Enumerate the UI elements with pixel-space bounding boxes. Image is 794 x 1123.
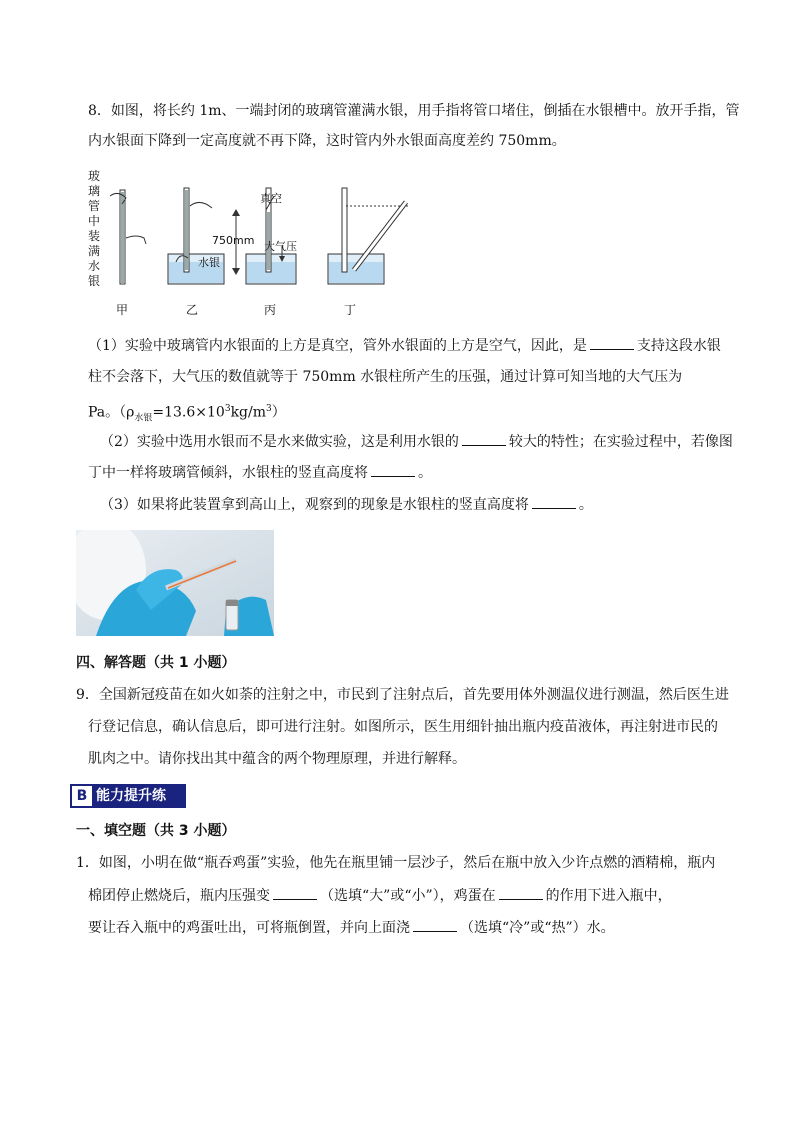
- answer-blank[interactable]: [499, 885, 543, 900]
- q1-line3: 要让吞入瓶中的鸡蛋吐出，可将瓶倒置，并向上面浇 （选填“冷”或“热”）水。: [88, 917, 615, 938]
- section-b-banner: [70, 784, 186, 808]
- q1-line2: 棉团停止燃烧后，瓶内压强变 （选填“大”或“小”），鸡蛋在 的作用下进入瓶中，: [88, 885, 672, 906]
- answer-blank[interactable]: [590, 335, 634, 350]
- label-ding: 丁: [344, 303, 357, 317]
- vertical-label: [88, 168, 100, 288]
- q8-sub2-line2: 丁中一样将玻璃管倾斜，水银柱的竖直高度将 。: [88, 462, 432, 483]
- char-1: 璃: [88, 184, 101, 198]
- tube-jia: [110, 190, 146, 284]
- char-0: 玻: [88, 169, 101, 183]
- section-letter: B: [72, 786, 92, 806]
- q8-sub1-line1: （1）实验中玻璃管内水银面的上方是真空，管外水银面的上方是空气，因此，是 支持这段水银: [88, 335, 721, 356]
- q8-line2: 内水银面下降到一定高度就不再下降，这时管内外水银面高度差约 750mm。: [88, 133, 566, 149]
- label-bing: 丙: [264, 303, 277, 317]
- char-7: 银: [88, 274, 101, 288]
- answer-blank[interactable]: [371, 462, 415, 477]
- torricelli-figure: [84, 166, 424, 326]
- section4-heading: 四、解答题（共 1 小题）: [76, 655, 236, 671]
- label-750: 750mm: [212, 234, 255, 247]
- section-title: 能力提升练: [96, 788, 166, 804]
- label-yi: 乙: [186, 303, 199, 317]
- char-2: 管: [88, 199, 101, 213]
- char-5: 满: [88, 244, 101, 258]
- char-6: 水: [88, 259, 101, 273]
- answer-blank[interactable]: [273, 885, 317, 900]
- q8-sub2-line1: （2）实验中选用水银而不是水来做实验，这是利用水银的 较大的特性；在实验过程中，若像图: [100, 431, 733, 452]
- label-vacuum: 真空: [260, 192, 282, 205]
- answer-blank[interactable]: [462, 431, 506, 446]
- q9-line1: 9．全国新冠疫苗在如火如荼的注射之中，市民到了注射点后，首先要用体外测温仪进行测温，然后医生进: [76, 687, 729, 703]
- answer-blank[interactable]: [413, 917, 457, 932]
- q8-sub1-line3: Pa。$(\rho_{水银}=13.6\times 10^3kg/m^3)$: [88, 404, 286, 424]
- q8-sub1-line2: 柱不会落下，大气压的数值就等于 750mm 水银柱所产生的压强，通过计算可知当地的大气压为: [88, 369, 683, 385]
- q1-line1: 1．如图，小明在做“瓶吞鸡蛋”实验，他先在瓶里铺一层沙子，然后在瓶中放入少许点燃的酒精棉，瓶内: [76, 855, 716, 871]
- q8-sub3: （3）如果将此装置拿到高山上，观察到的现象是水银柱的竖直高度将 。: [100, 494, 593, 515]
- label-mercury: 水银: [198, 256, 220, 269]
- trough-ding: [328, 188, 410, 284]
- vaccine-photo: [76, 530, 274, 636]
- char-4: 装: [88, 229, 101, 243]
- q9-line3: 肌肉之中。请你找出其中蕴含的两个物理原理，并进行解释。: [88, 751, 466, 767]
- fill-heading: 一、填空题（共 3 小题）: [76, 823, 236, 839]
- answer-blank[interactable]: [532, 494, 576, 509]
- q9-line2: 行登记信息，确认信息后，即可进行注射。如图所示，医生用细针抽出瓶内疫苗液体，再注射进市民的: [88, 719, 718, 735]
- char-3: 中: [88, 214, 101, 228]
- q8-line1: 8．如图，将长约 1m、一端封闭的玻璃管灌满水银，用手指将管口堵住，倒插在水银槽中。放开手指，管: [88, 103, 740, 119]
- label-jia: 甲: [116, 303, 129, 317]
- label-air: 大气压: [264, 240, 297, 253]
